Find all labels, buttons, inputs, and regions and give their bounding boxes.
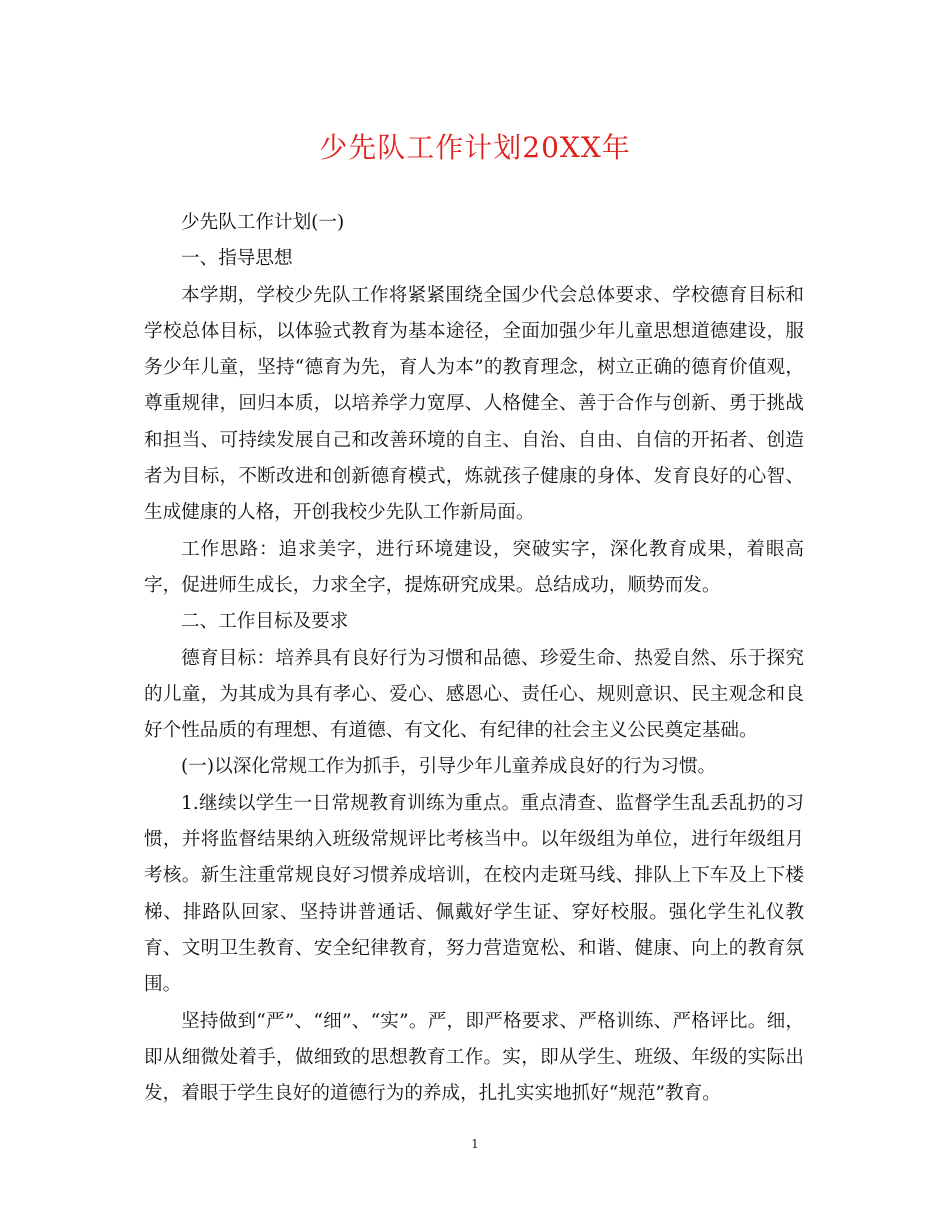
section-heading-goals: 二、工作目标及要求: [181, 611, 349, 633]
paragraph-strict-detail-solid: 坚持做到“严”、“细”、“实”。严，即严格要求、严格训练、严格评比。细，即从细微处着手，做细致的思想教育工作。实，即从学生、班级、年级的实际出发，着眼于学生良好的道德行为的养成，扎扎实实地抓好“规范”教育。: [144, 1010, 804, 1105]
subheading-routine-work: (一)以深化常规工作为抓手，引导少年儿童养成良好的行为习惯。: [181, 756, 717, 778]
document-body: [144, 205, 804, 1112]
paragraph-guiding-ideology: 本学期，学校少先队工作将紧紧围绕全国少代会总体要求、学校德育目标和学校总体目标，以体验式教育为基本途径，全面加强少年儿童思想道德建设，服务少年儿童，坚持“德育为先，育人为本”的教育理念，树立正确的德育价值观，尊重规律，回归本质，以培养学力宽厚、人格健全、善于合作与创新、勇于挑战和担当、可持续发展自己和改善环境的自主、自治、自由、自信的开拓者、创造者为目标，不断改进和创新德育模式，炼就孩子健康的身体、发育良好的心智、生成健康的人格，开创我校少先队工作新局面。: [144, 284, 804, 524]
paragraph-daily-routine: 1.继续以学生一日常规教育训练为重点。重点清查、监督学生乱丢乱扔的习惯，并将监督结果纳入班级常规评比考核当中。以年级组为单位，进行年级组月考核。新生注重常规良好习惯养成培训，在校内走斑马线、排队上下车及上下楼梯、排路队回家、坚持讲普通话、佩戴好学生证、穿好校服。强化学生礼仪教育、文明卫生教育、安全纪律教育，努力营造宽松、和谐、健康、向上的教育氛围。: [144, 792, 804, 996]
section-heading-guiding-ideology: 一、指导思想: [181, 248, 293, 270]
section-heading-plan-one: 少先队工作计划(一): [181, 212, 345, 233]
paragraph-moral-goal: 德育目标：培养具有良好行为习惯和品德、珍爱生命、热爱自然、乐于探究的儿童，为其成为具有孝心、爱心、感恩心、责任心、规则意识、民主观念和良好个性品质的有理想、有道德、有文化、有纪律的社会主义公民奠定基础。: [144, 647, 804, 742]
document-title: 少先队工作计划20XX年: [319, 131, 631, 164]
paragraph-work-approach: 工作思路：追求美字，进行环境建设，突破实字，深化教育成果，着眼高字，促进师生成长，力求全字，提炼研究成果。总结成功，顺势而发。: [144, 538, 804, 596]
page-number: 1: [471, 1137, 479, 1151]
